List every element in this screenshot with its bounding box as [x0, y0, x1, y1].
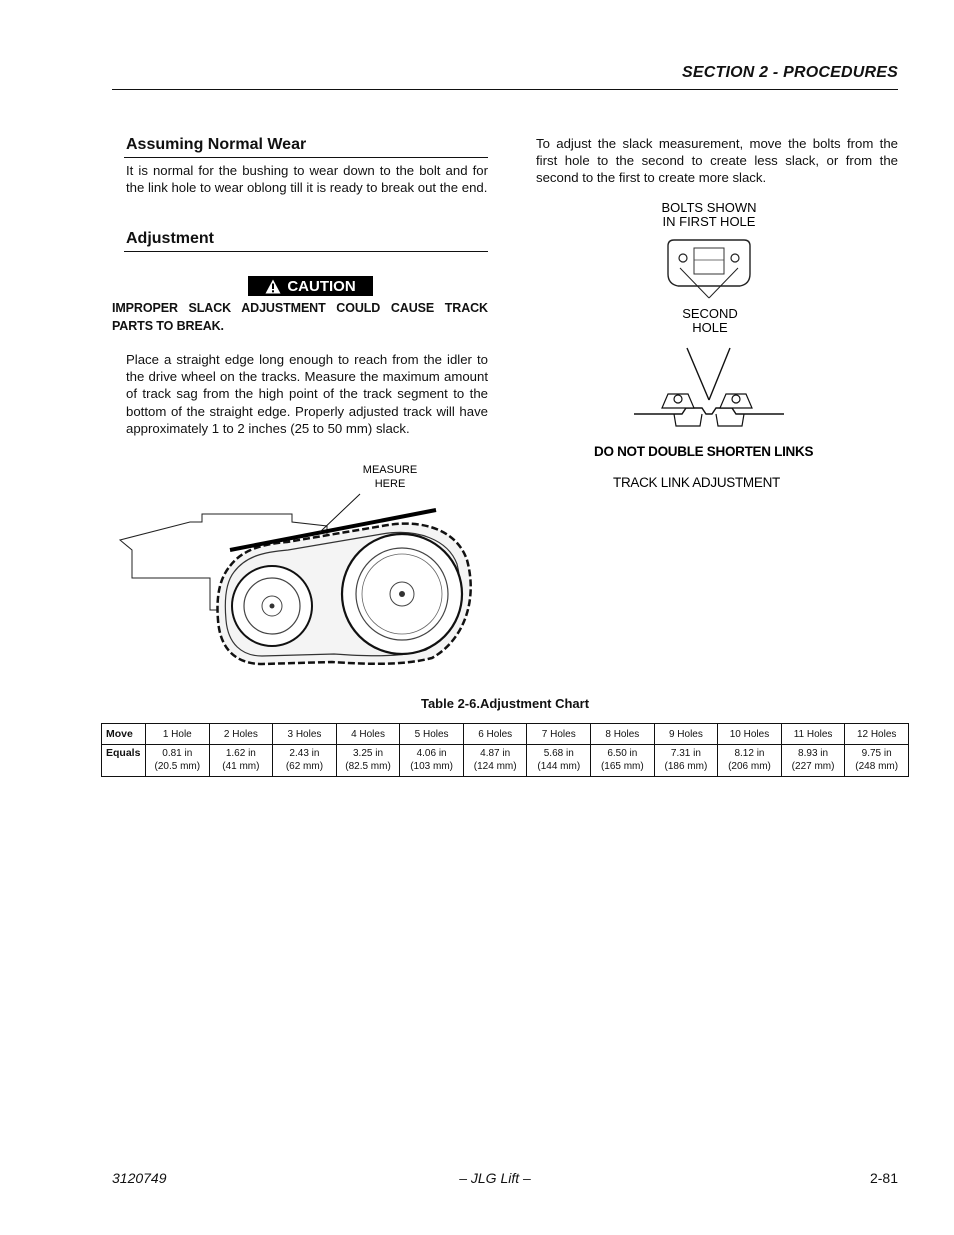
bolts-label-line1: BOLTS SHOWN [661, 200, 757, 215]
cell-inches: 4.06 in [416, 748, 447, 759]
row-header-equals: Equals [102, 745, 146, 777]
cell-inches: 7.31 in [670, 748, 701, 759]
table-cell-equals [845, 745, 909, 777]
table-cell-move: 11 Holes [781, 724, 845, 745]
track-illustration [112, 460, 492, 670]
cell-inches: 9.75 in [861, 748, 892, 759]
heading-rule [124, 157, 488, 158]
cell-inches: 4.87 in [480, 748, 511, 759]
bolts-label-line2: IN FIRST HOLE [662, 214, 756, 229]
cell-inches: 8.12 in [734, 748, 765, 759]
table-cell-move: 10 Holes [718, 724, 782, 745]
header-rule [112, 89, 898, 90]
cell-mm: (227 mm) [791, 761, 835, 772]
cell-mm: (144 mm) [537, 761, 581, 772]
table-cell-equals [209, 745, 273, 777]
table-cell-equals [781, 745, 845, 777]
heading-rule [124, 251, 488, 252]
table-cell-equals [718, 745, 782, 777]
cell-mm: (248 mm) [855, 761, 899, 772]
caution-message: IMPROPER SLACK ADJUSTMENT COULD CAUSE TRACK PARTS TO BREAK. [112, 301, 488, 333]
cell-mm: (41 mm) [222, 761, 260, 772]
table-cell-equals [654, 745, 718, 777]
cell-inches: 3.25 in [353, 748, 384, 759]
table-cell-move: 12 Holes [845, 724, 909, 745]
cell-inches: 6.50 in [607, 748, 638, 759]
table-cell-move: 5 Holes [400, 724, 464, 745]
table-cell-equals [146, 745, 210, 777]
cell-mm: (124 mm) [473, 761, 517, 772]
table-caption: Table 2-6.Adjustment Chart [420, 696, 590, 711]
heading-adjustment: Adjustment [126, 230, 214, 247]
table-cell-equals [463, 745, 527, 777]
measure-label-line2: HERE [374, 478, 406, 490]
cell-mm: (82.5 mm) [345, 761, 391, 772]
document-number: 3120749 [112, 1170, 167, 1186]
second-hole-label-line1: SECOND [682, 306, 738, 321]
table-cell-equals [527, 745, 591, 777]
table-row-move [102, 724, 909, 745]
paragraph-adjustment: Place a straight edge long enough to reach from the idler to the drive wheel on the tracks. Measure the maximum amount of track sag from the high point of the track segment to the bottom of the straight edge. Properly adjusted track will have approximately 1 to 2 inches (25 to 50 mm) slack. [126, 352, 488, 436]
table-cell-move: 6 Holes [463, 724, 527, 745]
table-cell-move: 1 Hole [146, 724, 210, 745]
cell-inches: 2.43 in [289, 748, 320, 759]
do-not-double-shorten-warning: DO NOT DOUBLE SHORTEN LINKS [594, 444, 814, 459]
cell-mm: (186 mm) [664, 761, 708, 772]
cell-inches: 8.93 in [798, 748, 829, 759]
cell-mm: (165 mm) [600, 761, 644, 772]
heading-normal-wear: Assuming Normal Wear [126, 136, 307, 153]
cell-inches: 5.68 in [543, 748, 574, 759]
table-cell-move: 9 Holes [654, 724, 718, 745]
drive-wheel [342, 534, 462, 654]
pointer-line-left [687, 348, 709, 400]
table-cell-move: 3 Holes [273, 724, 337, 745]
section-title: SECTION 2 - PROCEDURES [682, 64, 898, 81]
pointer-line-right [709, 348, 730, 400]
table-cell-move: 4 Holes [336, 724, 400, 745]
table-cell-move: 7 Holes [527, 724, 591, 745]
track-link-plate [668, 240, 750, 298]
page-number: 2-81 [869, 1170, 898, 1186]
table-cell-move: 8 Holes [591, 724, 655, 745]
cell-mm: (206 mm) [728, 761, 771, 772]
caution-badge [248, 276, 373, 296]
paragraph-slack: To adjust the slack measurement, move the bolts from the first hole to the second to create less slack, or from the second to the first to create more slack. [536, 136, 898, 186]
table-cell-equals [336, 745, 400, 777]
cell-mm: (62 mm) [285, 761, 324, 772]
caution-label: CAUTION [287, 277, 356, 295]
table-cell-move: 2 Holes [209, 724, 273, 745]
measure-label-line1: MEASURE [362, 464, 418, 476]
row-header-move: Move [102, 724, 146, 745]
cell-inches: 0.81 in [162, 748, 193, 759]
table-cell-equals [273, 745, 337, 777]
cell-inches: 1.62 in [225, 748, 256, 759]
cell-mm: (20.5 mm) [154, 761, 201, 772]
paragraph-normal-wear: It is normal for the bushing to wear down to the bolt and for the link hole to wear oblong till it is ready to break out the end. [126, 163, 488, 196]
track-link-adjustment-caption: TRACK LINK ADJUSTMENT [613, 475, 780, 490]
publisher-name: – JLG Lift – [459, 1170, 531, 1186]
second-hole-label-line2: HOLE [692, 320, 728, 335]
cell-mm: (103 mm) [410, 761, 453, 772]
table-row-equals [102, 745, 909, 777]
table-cell-equals [400, 745, 464, 777]
warning-triangle-icon [265, 279, 281, 294]
track-link-figure [590, 196, 840, 496]
adjustment-chart-table [101, 723, 909, 777]
table-cell-equals [591, 745, 655, 777]
idler-wheel [232, 566, 312, 646]
